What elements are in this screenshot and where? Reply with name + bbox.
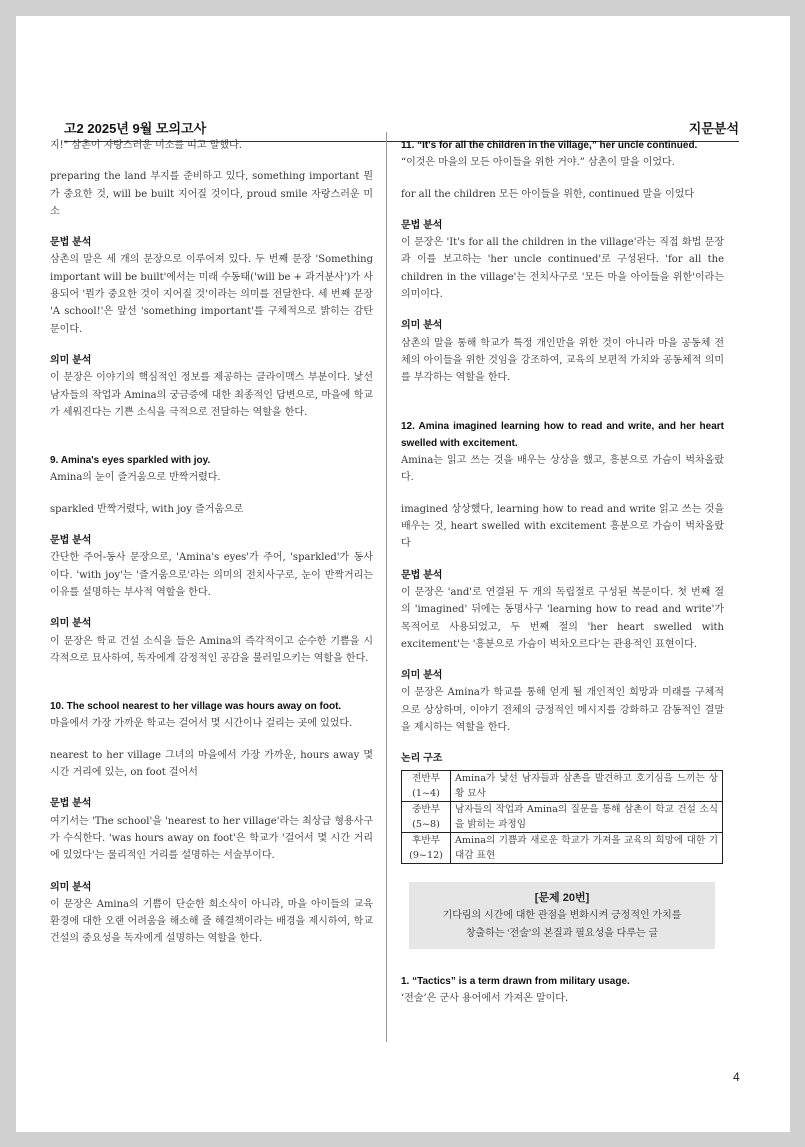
logic-structure-table [401,770,723,864]
sentence-heading: 12. Amina imagined learning how to read and write, and her heart swelled with excitement. [401,420,724,449]
paragraph: 간단한 주어-동사 문장으로, 'Amina's eyes'가 주어, 'sparkled'가 동사이다. 'with joy'는 '즐거움으로'라는 의미의 전치사구로, 눈이 반짝거리는 이유를 설명하는 부사적 역할을 한다. [50,552,373,598]
spacer [401,303,724,317]
sentence-heading: 9. Amina's eyes sparkled with joy. [50,455,211,467]
left-column [50,137,373,948]
section-label: 지문분석 [688,121,739,136]
paragraph: 이 문장은 이야기의 핵심적인 정보를 제공하는 클라이맥스 부분이다. 낯선 남자들의 작업과 Amina의 궁금증에 대한 최종적인 답변으로, 마을에 학교가 세워진다는 기쁜 소식을 극적으로 전달하는 역할을 한다. [50,372,373,418]
right-column [401,137,724,1007]
spacer [401,387,724,418]
section-heading: 의미 분석 [50,354,92,366]
spacer [50,487,373,501]
section-heading: 의미 분석 [401,670,443,682]
paragraph: imagined 상상했다, learning how to read and write 읽고 쓰는 것을 배우는 것, heart swelled with excitement 흥분으로 가슴이 벅차올랐다 [401,503,724,550]
paragraph: 여기서는 'The school'을 'nearest to her village'라는 최상급 형용사구가 수식한다. 'was hours away on foot'은 학교가 '걸어서 몇 시간 거리에 있었다'는 물리적인 거리를 설명하는 서술부이다. [50,815,373,862]
paragraph: 삼촌의 말을 통해 학교가 특정 개인만을 위한 것이 아니라 마을 공동체 전체의 아이들을 위한 것임을 강조하여, 교육의 보편적 가치와 공동체적 의미를 부각하는 역할을 한다. [401,337,724,384]
spacer [401,203,724,217]
spacer [50,865,373,879]
spacer [50,154,373,168]
section-heading: 의미 분석 [401,320,443,332]
section-heading: 문법 분석 [50,798,92,810]
sentence-heading: 10. The school nearest to her village was hours away on foot. [50,701,342,713]
logic-row [402,770,723,801]
section-heading: 문법 분석 [50,535,92,547]
spacer [50,220,373,234]
logic-stage: 전반부 (1~4) [402,770,451,801]
logic-row [402,832,723,863]
paragraph: 이 문장은 Amina가 학교를 통해 얻게 될 개인적인 희망과 미래를 구체적으로 상상하며, 이야기 전체의 긍정적인 메시지를 강화하고 감동적인 결말을 제시하는 역할을 한다. [401,687,724,734]
spacer [401,553,724,567]
paragraph: 이 문장은 'and'로 연결된 두 개의 독립절로 구성된 복문이다. 첫 번째 절의 'imagined' 뒤에는 동명사구 'learning how to read and write'가 목적어로 사용되었고, 두 번째 절의 'her heart swelled with excitement'는 '흥분으로 가슴이 벅차오르다'는 관용적인 표현이다. [401,586,724,650]
logic-row [402,801,723,832]
spacer [50,338,373,352]
section-heading: 의미 분석 [50,618,92,630]
section-heading: 논리 구조 [401,753,443,765]
paragraph: preparing the land 부지를 준비하고 있다, something important 뭔가 중요한 것, will be built 지어질 것이다, proud smile 자랑스러운 미소 [50,171,373,217]
section-heading: 문법 분석 [401,569,443,581]
paragraph: “이것은 마을의 모든 아이들을 위한 거야.” 삼촌이 말을 이었다. [401,157,675,169]
paragraph: 이 문장은 Amina의 기쁨이 단순한 희소식이 아니라, 마을 아이들의 교육 환경에 대한 오랜 어려움을 해소해 줄 해결책이라는 배경을 제시하여, 학교 건설의 중요성을 독자에게 설명하는 역할을 한다. [50,898,373,945]
problem-box [409,882,715,949]
spacer [50,733,373,747]
section-heading: 문법 분석 [50,237,92,249]
spacer [401,736,724,750]
paragraph: nearest to her village 그녀의 마을에서 가장 가까운, hours away 몇 시간 거리에 있는, on foot 걸어서 [50,749,373,779]
exam-title: 고2 2025년 9월 모의고사 [64,121,207,136]
logic-desc: Amina가 낯선 남자들과 삼촌을 발견하고 호기심을 느끼는 상황 묘사 [451,770,723,801]
spacer [50,518,373,532]
column-divider [386,132,387,1042]
spacer [50,601,373,615]
paragraph: 이 문장은 'It's for all the children in the village'라는 직접 화법 문장과 이를 보고하는 'her uncle continued'로 구성된다. 'for all the children in the village'는 전치사구로 '모든 마을 아이들을 위한'이라는 의미이다. [401,237,724,301]
paragraph: 삼촌의 말은 세 개의 문장으로 이루어져 있다. 두 번째 문장 'Something important will be built'에서는 미래 수동태('will be + 과거분사')가 사용되어 '뭔가 중요한 것이 지어질 것'이라는 의미를 전달한다. 세 번째 문장 'A school!'은 앞선 'something important'를 구체적으로 밝히는 감탄문이다. [50,254,373,335]
right-column-flow [401,137,724,768]
paragraph: sparkled 반짝거렸다, with joy 즐거움으로 [50,503,244,515]
section-heading: 문법 분석 [401,219,443,231]
right-column-tail [401,973,724,1008]
spacer [401,487,724,501]
problem-desc-line1: 기다림의 시간에 대한 관점을 변화시켜 긍정적인 가치를 [442,909,682,921]
spacer [401,653,724,667]
spacer [50,421,373,452]
logic-desc: Amina의 기쁨과 새로운 학교가 가져올 교육의 희망에 대한 기대감 표현 [451,832,723,863]
spacer [50,781,373,795]
paragraph: 이 문장은 학교 건설 소식을 들은 Amina의 즉각적이고 순수한 기쁨을 시각적으로 묘사하여, 독자에게 감정적인 공감을 불러일으키는 역할을 한다. [50,635,373,664]
paragraph: 지!" 삼촌이 자랑스러운 미소를 띠고 말했다. [50,140,242,151]
problem-desc-line2: 창출하는 ‘전술’의 본질과 필요성을 다루는 글 [465,927,659,939]
spacer [401,172,724,186]
paragraph: 마을에서 가장 가까운 학교는 걸어서 몇 시간이나 걸리는 곳에 있었다. [50,718,353,730]
spacer [50,667,373,698]
paragraph: Amina는 읽고 쓰는 것을 배우는 상상을 했고, 흥분으로 가슴이 벅차올랐다. [401,455,724,484]
logic-stage: 후반부 (9~12) [402,832,451,863]
page-number: 4 [733,1070,740,1084]
logic-desc: 남자들의 작업과 Amina의 질문을 통해 삼촌이 학교 건설 소식을 밝히는 과정임 [451,801,723,832]
paragraph: Amina의 눈이 즐거움으로 반짝거렸다. [50,472,221,484]
paragraph: for all the children 모든 아이들을 위한, continued 말을 이었다 [401,188,695,200]
sentence-heading: 11. “It's for all the children in the village,” her uncle continued. [401,140,698,151]
sentence-heading: 1. “Tactics” is a term drawn from military usage. [401,975,630,987]
logic-stage: 중반부 (5~8) [402,801,451,832]
problem-title: [문제 20번] [534,891,590,904]
paragraph: ‘전술’은 군사 용어에서 가져온 말이다. [401,992,569,1004]
section-heading: 의미 분석 [50,881,92,893]
